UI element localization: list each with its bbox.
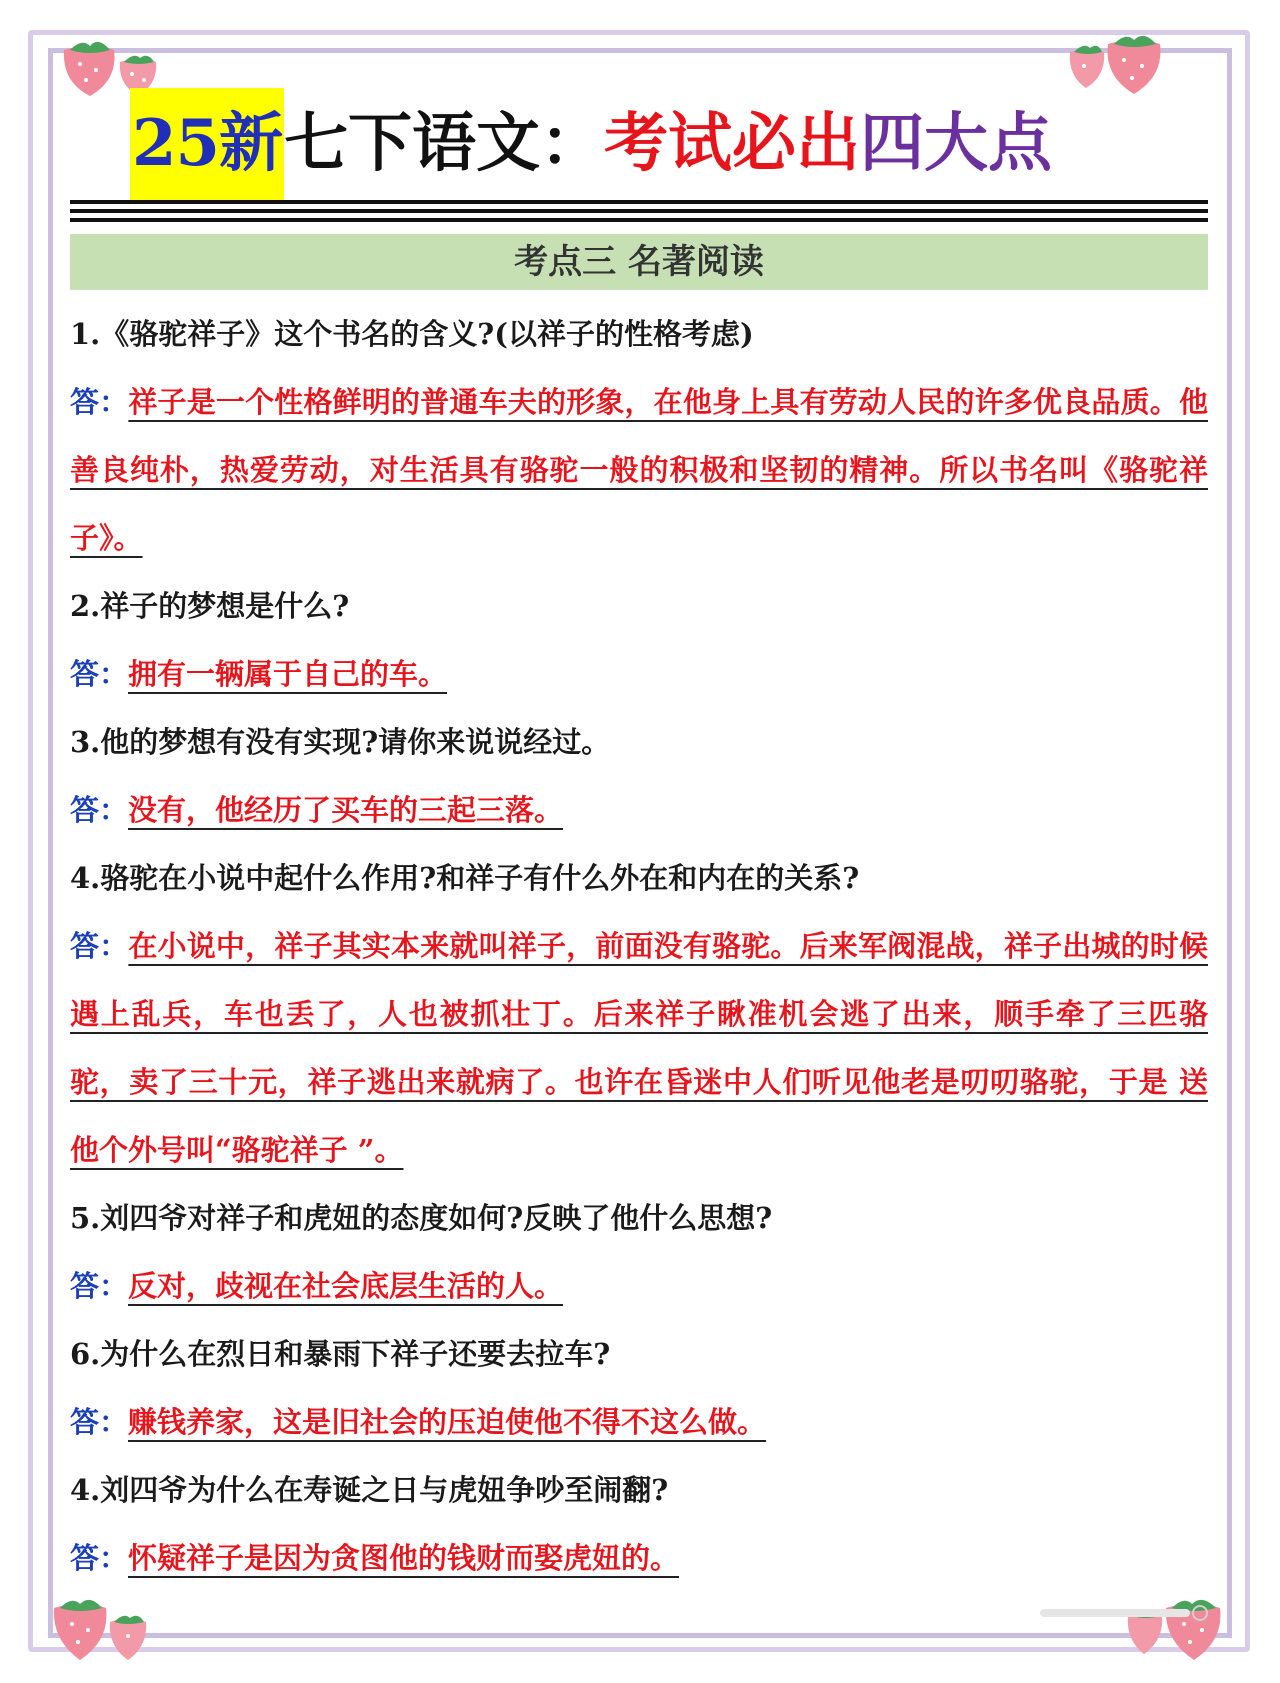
answer-text: 怀疑祥子是因为贪图他的钱财而娶虎妞的。 — [128, 1541, 680, 1575]
question-3: 3.他的梦想有没有实现?请你来说说经过。 — [70, 725, 611, 759]
answer-text: 在小说中，祥子其实本来就叫祥子，前面没有骆驼。后来军阀混战，祥子出城的时候 遇上乱兵，车也丢了，人也被抓壮丁。后来祥子瞅准机会逃了出来，顺手牵了三匹骆 驼，卖了三十元，祥子逃出来就病了。也许在昏迷中人们听见他老是叨叨骆驼，于是 送他个外号叫“骆驼祥子 ”。 — [70, 929, 1208, 1167]
answer-6 — [70, 1388, 1210, 1456]
strawberry-icon — [1124, 1586, 1234, 1666]
answer-text: 拥有一辆属于自己的车。 — [128, 657, 448, 691]
answer-4 — [70, 912, 1208, 1184]
question-5: 5.刘四爷对祥子和虎妞的态度如何?反映了他什么思想? — [70, 1201, 773, 1235]
title-highlight: 25新 — [130, 88, 284, 200]
question-4: 4.骆驼在小说中起什么作用?和祥子有什么外在和内在的关系? — [70, 861, 860, 895]
answer-3 — [70, 776, 1210, 844]
answer-2 — [70, 640, 1210, 708]
question-6: 6.为什么在烈日和暴雨下祥子还要去拉车? — [70, 1337, 611, 1371]
question-1: 1.《骆驼祥子》这个书名的含义?(以祥子的性格考虑) — [70, 317, 754, 351]
answer-label: 答： — [70, 1405, 129, 1439]
answer-label: 答： — [70, 1541, 129, 1575]
question-2: 2.祥子的梦想是什么? — [70, 589, 350, 623]
answer-1 — [70, 368, 1208, 572]
answer-label: 答： — [70, 657, 129, 691]
question-7: 4.刘四爷为什么在寿诞之日与虎妞争吵至闹翻? — [70, 1473, 669, 1507]
answer-text: 没有，他经历了买车的三起三落。 — [128, 793, 564, 827]
answer-label: 答： — [70, 1269, 129, 1303]
answer-text: 反对，歧视在社会底层生活的人。 — [128, 1269, 564, 1303]
title-black: 七下语文： — [284, 106, 605, 181]
answer-7 — [70, 1524, 1210, 1592]
title-red: 考试必出 — [604, 106, 861, 181]
answer-label: 答： — [70, 929, 129, 963]
strawberry-icon — [1064, 18, 1174, 98]
title-rules — [70, 200, 1208, 227]
section-header: 考点三 名著阅读 — [70, 234, 1208, 290]
answer-label: 答： — [70, 385, 129, 419]
page-title — [130, 88, 1170, 200]
answer-label: 答： — [70, 793, 129, 827]
strawberry-icon — [48, 1588, 158, 1668]
answer-text: 赚钱养家，这是旧社会的压迫使他不得不这么做。 — [128, 1405, 767, 1439]
watermark-graphic — [1040, 1603, 1210, 1623]
answer-5 — [70, 1252, 1210, 1320]
answer-text: 祥子是一个性格鲜明的普通车夫的形象，在他身上具有劳动人民的许多优良品质。他 善良纯朴，热爱劳动，对生活具有骆驼一般的积极和坚韧的精神。所以书名叫《骆驼祥子》。 — [70, 385, 1208, 555]
qa-list — [70, 300, 1210, 1592]
title-purple: 四大点 — [860, 106, 1053, 181]
